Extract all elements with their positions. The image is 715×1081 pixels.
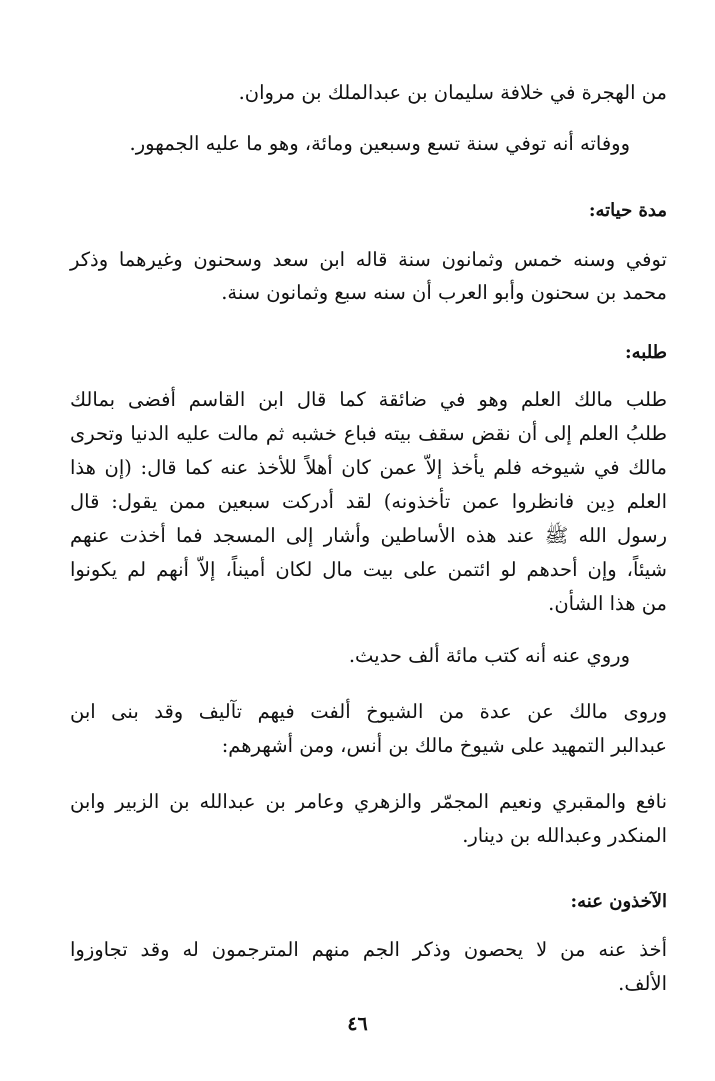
- text-line: المنكدر وعبدالله بن دينار.: [462, 824, 667, 847]
- text-line: الألف.: [618, 972, 667, 995]
- section-heading-students: الآخذون عنه:: [570, 891, 667, 912]
- text-line: عبدالبر التمهيد على شيوخ مالك بن أنس، ومن أشهرهم:: [221, 734, 667, 757]
- text-line: ووفاته أنه توفي سنة تسع وسبعين ومائة، وهو ما عليه الجمهور.: [129, 132, 630, 155]
- text-line: من الهجرة في خلافة سليمان بن عبدالملك بن مروان.: [238, 81, 667, 104]
- text-line: مالك في شيوخه فلم يأخذ إلاّ عمن كان أهلاً للأخذ عنه كما قال: (إن هذا: [70, 456, 667, 479]
- page-number: ٤٦: [347, 1013, 368, 1035]
- section-heading-lifespan: مدة حياته:: [588, 200, 667, 221]
- text-line: طلبُ العلم إلى أن نقض سقف بيته فباع خشبه ثم مالت عليه الدنيا وتحرى: [70, 422, 667, 445]
- text-line: رسول الله ﷺ عند هذه الأساطين وأشار إلى المسجد فما أخذت عنهم: [70, 524, 667, 547]
- section-heading-seeking-knowledge: طلبه:: [624, 342, 667, 363]
- text-line: العلم دِين فانظروا عمن تأخذونه) لقد أدركت سبعين ممن يقول: قال: [70, 490, 667, 513]
- text-line: شيئاً، وإن أحدهم لو ائتمن على بيت مال لكان أميناً، إلاّ أنهم لم يكونوا: [70, 558, 667, 581]
- text-line: من هذا الشأن.: [548, 592, 667, 615]
- text-line: نافع والمقبري ونعيم المجمّر والزهري وعامر بن عبدالله بن الزبير وابن: [70, 790, 667, 813]
- text-line: وروي عنه أنه كتب مائة ألف حديث.: [348, 644, 630, 667]
- text-line: توفي وسنه خمس وثمانون سنة قاله ابن سعد وسحنون وغيرهما وذكر: [70, 248, 667, 271]
- text-line: أخذ عنه من لا يحصون وذكر الجم منهم المترجمون له وقد تجاوزوا: [70, 938, 667, 961]
- text-line: وروى مالك عن عدة من الشيوخ ألفت فيهم تآليف وقد بنى ابن: [70, 700, 667, 723]
- text-line: طلب مالك العلم وهو في ضائقة كما قال ابن القاسم أفضى بمالك: [70, 388, 667, 411]
- text-line: محمد بن سحنون وأبو العرب أن سنه سبع وثمانون سنة.: [221, 281, 667, 304]
